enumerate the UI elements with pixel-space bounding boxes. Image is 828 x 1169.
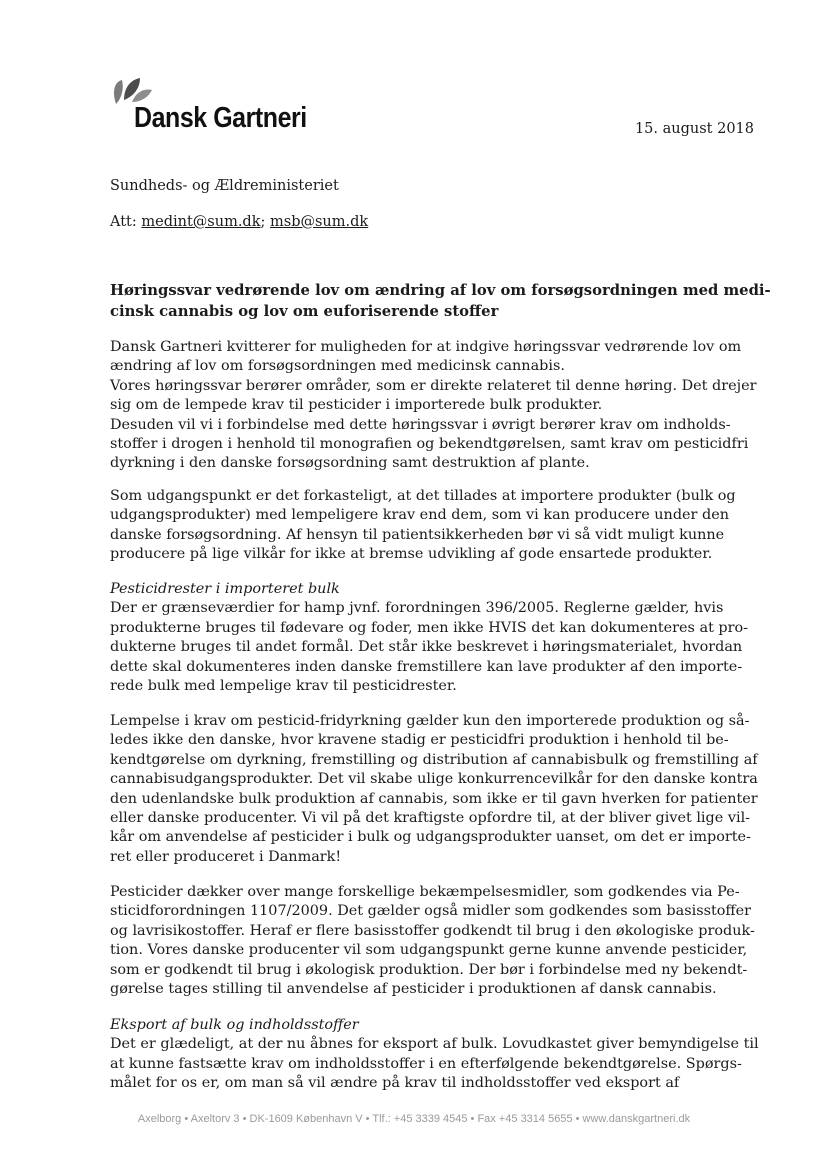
text-line: ændring af lov om forsøgsordningen med medicinsk cannabis. (110, 358, 565, 375)
text-line: at kunne fastsætte krav om indholdsstoffer i en efterfølgende bekendtgørelse. Spørgs- (110, 1055, 742, 1072)
text-line: cannabisudgangsprodukter. Det vil skabe ulige konkurrencevilkår for den danske kontra (110, 771, 758, 788)
text-line: producere på lige vilkår for ikke at bremse udvikling af gode ensartede produkter. (110, 546, 713, 563)
text-line: dukterne bruges til andet formål. Det står ikke beskrevet i høringsmaterialet, hvordan (110, 639, 743, 656)
text-line: Desuden vil vi i forbindelse med dette høringssvar i øvrigt berører krav om indholds- (110, 416, 731, 433)
text-line: sig om de lempede krav til pesticider i importerede bulk produkter. (110, 397, 603, 414)
text-line: tion. Vores danske producenter vil som udgangspunkt gerne kunne anvende pesticider, (110, 942, 748, 959)
text-line: Det er glædeligt, at der nu åbnes for eksport af bulk. Lovudkastet giver bemyndigelse til (110, 1036, 759, 1053)
paragraph-export (110, 1016, 759, 1094)
heading-line: Høringssvar vedrørende lov om ændring af lov om forsøgsordningen med medi- (110, 282, 771, 299)
text-line: og lavrisikostoffer. Heraf er flere basisstoffer godkendt til brug i den økologiske produk- (110, 922, 755, 939)
text-line: kår om anvendelse af pesticider i bulk og udgangsprodukter uanset, om det er importe- (110, 829, 751, 846)
letter-date: 15. august 2018 (634, 121, 754, 137)
text-line: ledes ikke den danske, hvor kravene stadig er pesticidfri produktion i henhold til be- (110, 732, 729, 749)
paragraph-starting-point (110, 487, 736, 565)
text-line: Pesticider dækker over mange forskellige bekæmpelsesmidler, som godkendes via Pe- (110, 884, 740, 900)
paragraph-pesticide-residues (110, 580, 749, 696)
text-line: dyrkning i den danske forsøgsordning samt destruktion af plante. (110, 455, 590, 472)
letter-footer: Axelborg • Axeltorv 3 • DK-1609 København V • Tlf.: +45 3339 4545 • Fax +45 3314 5655 • www.danskgartneri.dk (137, 1113, 691, 1125)
text-line: danske forsøgsordning. Af hensyn til patientsikkerheden bør vi så vidt muligt kunne (110, 526, 725, 543)
paragraph-relaxation (110, 712, 758, 867)
text-line: produkterne bruges til fødevare og foder, men ikke HVIS det kan dokumenteres at pro- (110, 619, 749, 636)
text-line: Vores høringssvar berører områder, som er direkte relateret til denne høring. Det drejer (110, 377, 757, 394)
text-line: udgangsprodukter) med lempeligere krav end dem, som vi kan producere under den (110, 507, 729, 524)
text-line: dette skal dokumenteres inden danske fremstillere kan lave produkter af den importe- (110, 658, 743, 675)
att-label: Att: (110, 214, 137, 230)
paragraph-pesticides (110, 883, 755, 999)
section-subheading: Pesticidrester i importeret bulk (110, 581, 340, 597)
text-line: Som udgangspunkt er det forkasteligt, at det tillades at importere produkter (bulk og (110, 488, 736, 504)
heading-line: cinsk cannabis og lov om euforiserende stoffer (110, 303, 499, 320)
text-line: stoffer i drogen i henhold til monografien og bekendtgørelsen, samt krav om pesticidfri (110, 436, 749, 453)
email-link-msb[interactable]: msb@sum.dk (270, 214, 369, 230)
section-subheading: Eksport af bulk og indholdsstoffer (110, 1017, 359, 1033)
text-line: eller danske producenter. Vi vil på det kraftigste opfordre til, at der bliver givet lige vil- (110, 810, 751, 827)
text-line: målet for os er, om man så vil ændre på krav til indholdsstoffer ved eksport af (110, 1075, 680, 1092)
paragraph-intro (110, 338, 757, 474)
recipient-name: Sundheds- og Ældreministeriet (110, 178, 339, 194)
dansk-gartneri-logo (110, 74, 310, 138)
email-separator: ; (260, 214, 266, 230)
text-line: kendtgørelse om dyrkning, fremstilling og distribution af cannabisbulk og fremstilling af (110, 751, 758, 768)
text-line: ret eller produceret i Danmark! (110, 848, 342, 865)
attention-line (110, 214, 368, 230)
letter-heading (110, 280, 771, 322)
text-line: som er godkendt til brug i økologisk produktion. Der bør i forbindelse med ny bekendt- (110, 961, 748, 978)
text-line: Lempelse i krav om pesticid-fridyrkning gælder kun den importerede produktion og så- (110, 713, 750, 729)
text-line: gørelse tages stilling til anvendelse af pesticider i produktionen af dansk cannabis. (110, 981, 717, 998)
text-line: Der er grænseværdier for hamp jvnf. forordningen 396/2005. Reglerne gælder, hvis (110, 600, 724, 617)
email-link-medint[interactable]: medint@sum.dk (141, 214, 261, 230)
text-line: den udenlandske bulk produktion af cannabis, som ikke er til gavn hverken for patienter (110, 790, 758, 807)
text-line: sticidforordningen 1107/2009. Det gælder også midler som godkendes som basisstoffer (110, 903, 752, 920)
logo-text: Dansk Gartneri (134, 102, 307, 134)
text-line: Dansk Gartneri kvitterer for muligheden for at indgive høringssvar vedrørende lov om (110, 339, 742, 355)
text-line: rede bulk med lempelige krav til pesticidrester. (110, 678, 457, 695)
